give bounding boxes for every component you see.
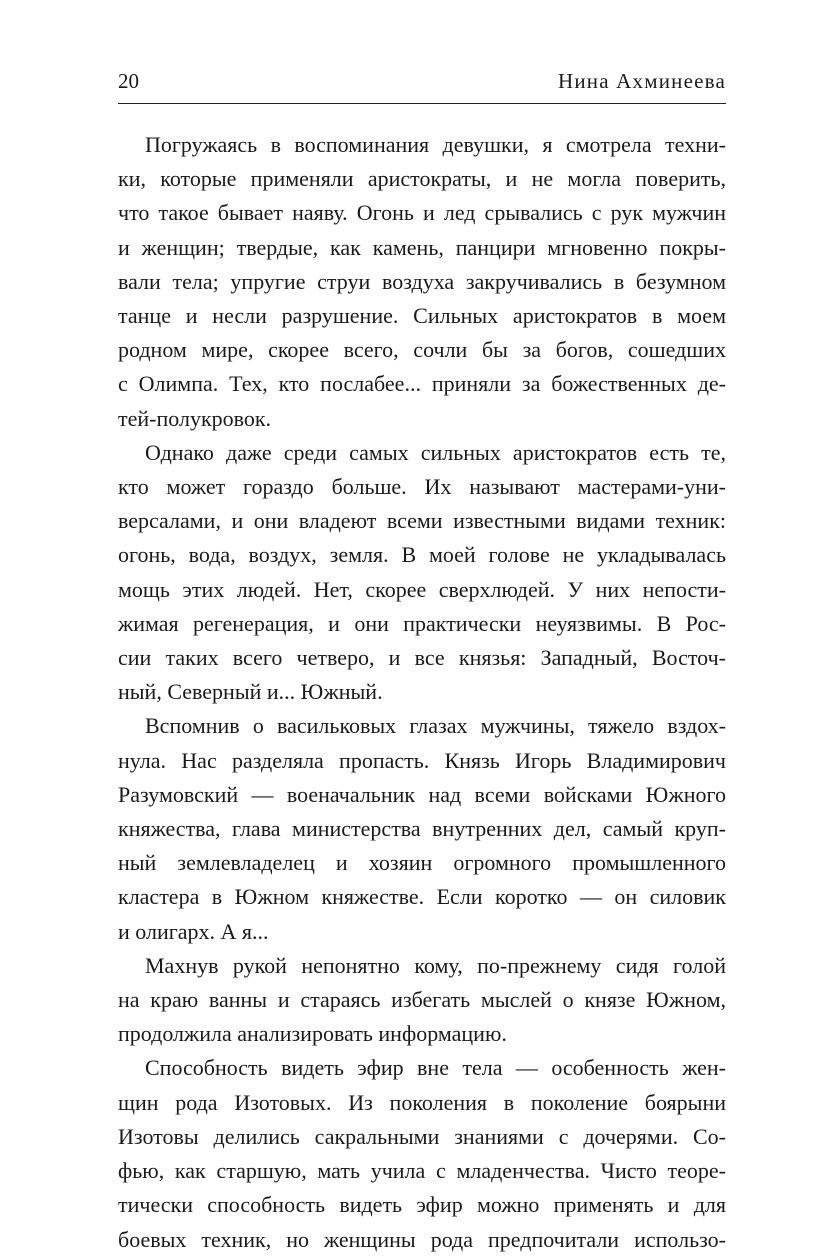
text-line: продолжила анализировать информацию. bbox=[118, 1021, 507, 1047]
text-line: мощь этих людей. Нет, скорее сверхлюдей. У них непости- bbox=[118, 576, 726, 602]
text-line: кластера в Южном княжестве. Если коротко — он силовик bbox=[118, 884, 726, 910]
text-line: Вспомнив о васильковых глазах мужчины, тяжело вздох- bbox=[145, 713, 726, 739]
text-line: версалами, и они владеют всеми известными видами техник: bbox=[118, 508, 726, 534]
text-line: ный, Северный и... Южный. bbox=[118, 679, 383, 705]
paragraph bbox=[118, 128, 726, 436]
text-line: и женщин; твердые, как камень, панцири мгновенно покры- bbox=[118, 234, 726, 260]
paragraph bbox=[118, 1051, 726, 1256]
text-line: Изотовы делились сакральными знаниями с дочерями. Со- bbox=[118, 1123, 726, 1149]
header-rule bbox=[118, 103, 726, 104]
text-line: жимая регенерация, и они практически неуязвимы. В Рос- bbox=[118, 610, 726, 636]
page-number: 20 bbox=[118, 69, 139, 93]
text-line: Разумовский — военачальник над всеми войсками Южного bbox=[118, 781, 726, 807]
text-line: ный землевладелец и хозяин огромного промышленного bbox=[118, 850, 726, 876]
text-line: что такое бывает наяву. Огонь и лед срывались с рук мужчин bbox=[118, 200, 726, 226]
text-line: Способность видеть эфир вне тела — особенность жен- bbox=[145, 1055, 726, 1081]
text-line: на краю ванны и стараясь избегать мыслей о князе Южном, bbox=[118, 987, 726, 1013]
text-line: тей-полукровок. bbox=[118, 405, 272, 431]
paragraph bbox=[118, 709, 726, 948]
text-line: боевых техник, но женщины рода предпочитали использо- bbox=[118, 1226, 726, 1252]
text-line: родном мире, скорее всего, сочли бы за богов, сошедших bbox=[118, 337, 726, 363]
text-line: танце и несли разрушение. Сильных аристократов в моем bbox=[118, 303, 726, 329]
text-line: Однако даже среди самых сильных аристократов есть те, bbox=[145, 439, 726, 465]
text-line: Погружаясь в воспоминания девушки, я смотрела техни- bbox=[145, 132, 726, 157]
text-line: кто может гораздо больше. Их называют мастерами-уни- bbox=[118, 474, 726, 500]
text-line: княжества, глава министерства внутренних дел, самый круп- bbox=[118, 816, 726, 842]
text-line: вали тела; упругие струи воздуха закручивались в безумном bbox=[118, 268, 726, 294]
text-line: Махнув рукой непонятно кому, по-прежнему сидя голой bbox=[145, 952, 726, 978]
paragraph bbox=[118, 949, 726, 1052]
text-line: тически способность видеть эфир можно применять и для bbox=[118, 1192, 726, 1218]
page-header bbox=[118, 66, 726, 100]
text-line: и олигарх. А я... bbox=[118, 918, 269, 944]
paragraph bbox=[118, 436, 726, 710]
text-line: с Олимпа. Тех, кто послабее... приняли за божественных де- bbox=[118, 371, 726, 397]
text-line: сии таких всего четверо, и все князья: Западный, Восточ- bbox=[118, 645, 726, 671]
text-line: ки, которые применяли аристократы, и не могла поверить, bbox=[118, 166, 726, 192]
text-line: огонь, вода, воздух, земля. В моей голове не укладывалась bbox=[118, 542, 726, 568]
text-line: фью, как старшую, мать учила с младенчества. Чисто теоре- bbox=[118, 1158, 726, 1184]
body-text bbox=[118, 128, 726, 1257]
text-line: щин рода Изотовых. Из поколения в поколение боярыни bbox=[118, 1089, 726, 1115]
running-title-author: Нина Ахминеева bbox=[557, 69, 726, 93]
text-line: нула. Нас разделяла пропасть. Князь Игорь Владимирович bbox=[118, 747, 726, 773]
